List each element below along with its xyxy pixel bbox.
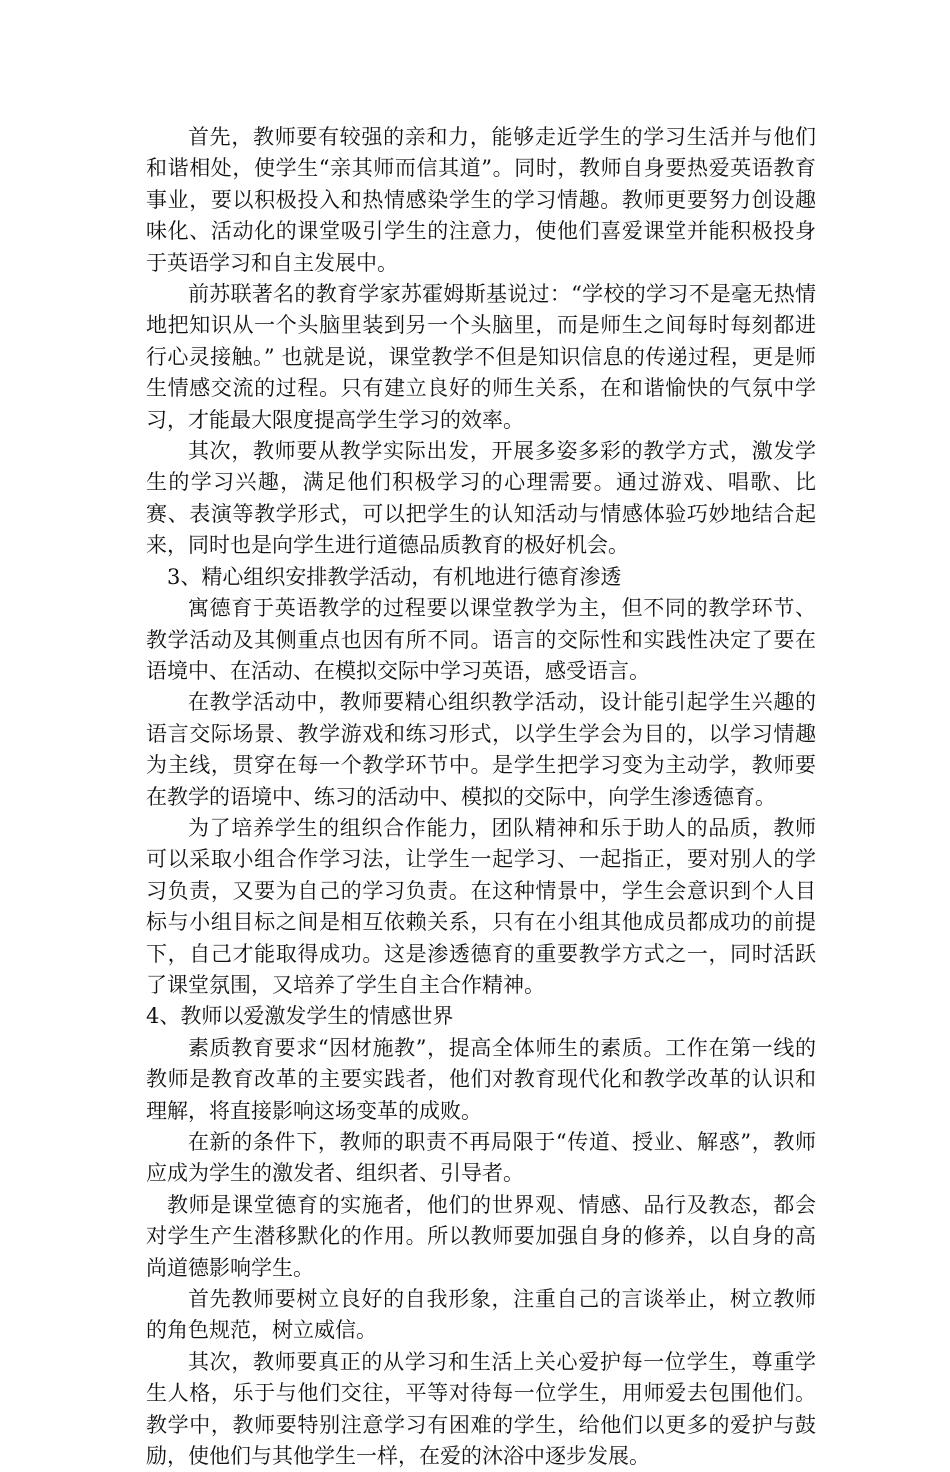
document-body (146, 122, 816, 1472)
paragraph: 寓德育于英语教学的过程要以课堂教学为主，但不同的教学环节、教学活动及其侧重点也因有所不同。语言的交际性和实践性决定了要在语境中、在活动、在模拟交际中学习英语，感受语言。 (146, 596, 816, 683)
paragraph: 素质教育要求“因材施教”，提高全体师生的素质。工作在第一线的教师是教育改革的主要实践者，他们对教育现代化和教学改革的认识和理解，将直接影响这场变革的成败。 (146, 1035, 816, 1123)
section-heading-4: 4、教师以爱激发学生的情感世界 (146, 1004, 454, 1029)
paragraph: 教师是课堂德育的实施者，他们的世界观、情感、品行及教态，都会对学生产生潜移默化的作用。所以教师要加强自身的修养，以自身的高尚道德影响学生。 (146, 1192, 816, 1280)
paragraph: 首先教师要树立良好的自我形象，注重自己的言谈举止，树立教师的角色规范，树立威信。 (146, 1287, 816, 1343)
paragraph: 其次，教师要从教学实际出发，开展多姿多彩的教学方式，激发学生的学习兴趣，满足他们积极学习的心理需要。通过游戏、唱歌、比赛、表演等教学形式，可以把学生的认知活动与情感体验巧妙地结合起来，同时也是向学生进行道德品质教育的极好机会。 (146, 439, 816, 558)
paragraph: 其次，教师要真正的从学习和生活上关心爱护每一位学生，尊重学生人格，乐于与他们交往，平等对待每一位学生，用师爱去包围他们。教学中，教师要特别注意学习有困难的学生，给他们以更多的爱护与鼓励，使他们与其他学生一样，在爱的沐浴中逐步发展。 (146, 1349, 816, 1469)
paragraph: 在教学活动中，教师要精心组织教学活动，设计能引起学生兴趣的语言交际场景、教学游戏和练习形式，以学生学会为目的，以学习情趣为主线，贯穿在每一个教学环节中。是学生把学习变为主动学，教师要在教学的语境中、练习的活动中、模拟的交际中，向学生渗透德育。 (146, 690, 816, 809)
paragraph: 为了培养学生的组织合作能力，团队精神和乐于助人的品质，教师可以采取小组合作学习法，让学生一起学习、一起指正，要对别人的学习负责，又要为自己的学习负责。在这种情景中，学生会意识到个人目标与小组目标之间是相互依赖关系，只有在小组其他成员都成功的前提下，自己才能取得成功。这是渗透德育的重要教学方式之一，同时活跃了课堂氛围，又培养了学生自主合作精神。 (146, 815, 816, 997)
paragraph: 前苏联著名的教育学家苏霍姆斯基说过：“学校的学习不是毫无热情地把知识从一个头脑里装到另一个头脑里，而是师生之间每时每刻都进行心灵接触。” 也就是说，课堂教学不但是知识信息的传递过程，更是师生情感交流的过程。只有建立良好的师生关系，在和谐愉快的气氛中学习，才能最大限度提高学生学习的效率。 (146, 282, 816, 432)
paragraph: 在新的条件下，教师的职责不再局限于“传道、授业、解惑”，教师应成为学生的激发者、组织者、引导者。 (146, 1130, 816, 1186)
section-heading-3: 3、精心组织安排教学活动，有机地进行德育渗透 (167, 564, 622, 589)
paragraph: 首先，教师要有较强的亲和力，能够走近学生的学习生活并与他们和谐相处，使学生“亲其师而信其道”。同时，教师自身要热爱英语教育事业，要以积极投入和热情感染学生的学习情趣。教师更要努力创设趣味化、活动化的课堂吸引学生的注意力，使他们喜爱课堂并能积极投身于英语学习和自主发展中。 (146, 125, 816, 275)
